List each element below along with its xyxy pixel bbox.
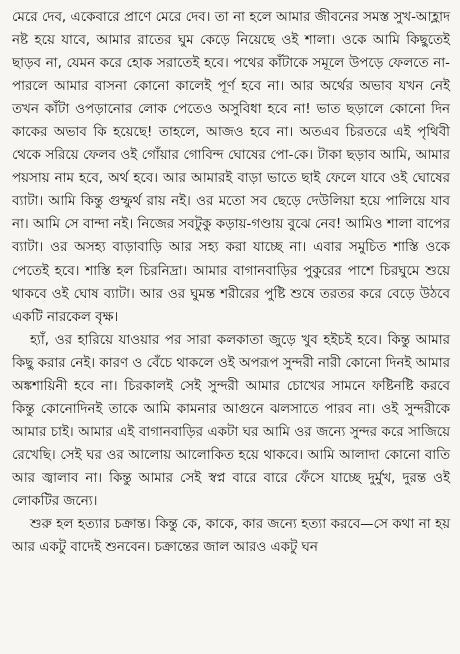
paragraph-1: মেরে দেব, একেবারে প্রাণে মেরে দেব। তা না হলে আমার জীবনের সমস্ত সুখ-আহ্লাদ নষ্ট হয়ে যাবে, আমার রাতের ঘুম কেড়ে নিয়েছে ওই শালা। ওকে আমি কিছুতেই ছাড়ব না, যেমন করে হোক সরাতেই হবে। পথের কাঁটাকে সমূলে উপড়ে ফেলতে না-পারলে আমার বাসনা কোনো কালেই পূর্ণ হবে না। আর অর্থের অভাব যখন নেই তখন কাঁটা ওপড়ানোর লোক পেতেও অসুবিধা হবে না! ভাত ছড়ালে কোনো দিন কাকের অভাব কি হয়েছে! তাহলে, আজও হবে না। অতএব চিরতরে এই পৃথিবী থেকে সরিয়ে ফেলব ওই গোঁয়ার গোবিন্দ ঘোষের পো-কে। টাকা ছড়াব আমি, আমার পয়সায় নাম হবে, অর্থ হবে। আর আমারই বাড়া ভাতে ছাই ফেলে যাবে ওই ঘোষের ব্যাটা। আমি কিন্তু গুম্ফুর্থ রায় নই। ওর মতো সব ছেড়ে দেউলিয়া হয়ে পালিয়ে যাব না। আমি সে বান্দা নই। নিজের সবটুকু কড়ায়-গণ্ডায় বুঝে নেব! আমিও শালা বাপের ব্যাটা। ওর অসহ্য বাড়াবাড়ি আর সহ্য করা যাচ্ছে না। এবার সমুচিত শাস্তি ওকে পেতেই হবে। শাস্তি হল চিরনিদ্রা। আমার বাগানবাড়ির পুকুরের পাশে চিরঘুমে শুয়ে থাকবে ওই ঘোষ ব্যাটা। আর ওর ঘুমন্ত শরীরের পুষ্টি শুষে তরতর করে বেড়ে উঠবে একটি নারকেল বৃক্ষ।	[12, 10, 450, 325]
paragraph-3: শুরু হল হত্যার চক্রান্ত। কিন্তু কে, কাকে, কার জন্যে হত্যা করবে—সে কথা না হয় আর একটু বাদেই শুনবেন। চক্রান্তের জাল আরও একটু ঘন	[12, 517, 450, 556]
paragraph-2: হ্যাঁ, ওর হারিয়ে যাওয়ার পর সারা কলকাতা জুড়ে খুব হইচই হবে। কিন্তু আমার কিছু করার নেই। কারণ ও বেঁচে থাকলে ওই অপরূপ সুন্দরী নারী কোনো দিনই আমার অঙ্কশায়িনী হবে না। চিরকালই সেই সুন্দরী আমার চোখের সামনে ফষ্টিনষ্টি করবে কিন্তু কোনোদিনই তাকে আমি কামনার আগুনে ঝলসাতে পারব না। ওই সুন্দরীকে আমার চাই। আমার এই বাগানবাড়ির একটা ঘর আমি ওর জন্যে সুন্দর করে সাজিয়ে রেখেছি। সেই ঘর ওর আলোয় আলোকিত হয়ে থাকবে। আমি আলাদা কোনো বাতি আর জ্বালাব না। কিন্তু আমার সেই স্বপ্ন বারে বারে ফেঁসে যাচ্ছে দুর্মুখ, দুরন্ত ওই লোকটির জন্যে।	[12, 332, 450, 509]
